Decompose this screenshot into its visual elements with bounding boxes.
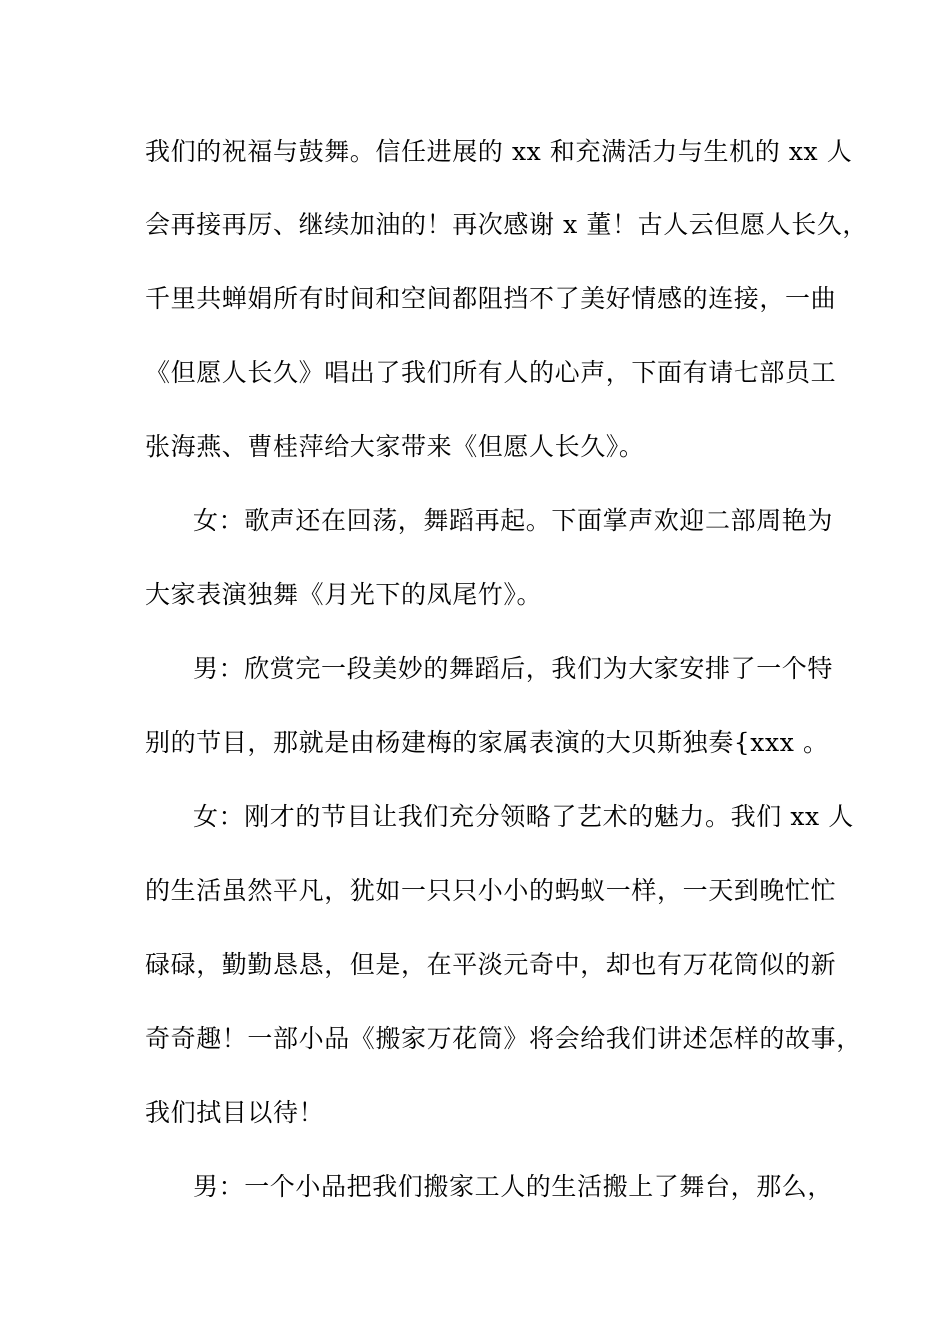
text-line: 会再接再厉、继续加油的！再次感谢 x 董！古人云但愿人长久， (145, 210, 868, 239)
text-line: 女：刚才的节目让我们充分领略了艺术的魅力。我们 xx 人 (193, 802, 854, 831)
text-line: 男：一个小品把我们搬家工人的生活搬上了舞台，那么， (193, 1172, 834, 1201)
text-line: 我们拭目以待！ (145, 1098, 325, 1127)
text-line: 大家表演独舞《月光下的凤尾竹》。 (145, 580, 543, 609)
text-line: 奇奇趣！一部小品《搬家万花筒》将会给我们讲述怎样的故事， (145, 1024, 862, 1053)
text-line: 女：歌声还在回荡，舞蹈再起。下面掌声欢迎二部周艳为 (193, 506, 834, 535)
text-line: 的生活虽然平凡，犹如一只只小小的蚂蚁一样，一天到晚忙忙 (145, 876, 837, 905)
text-line: 千里共蝉娟所有时间和空间都阻挡不了美好情感的连接，一曲 (145, 284, 837, 313)
text-line: 男：欣赏完一段美妙的舞蹈后，我们为大家安排了一个特 (193, 654, 834, 683)
text-line: 别的节目，那就是由杨建梅的家属表演的大贝斯独奏{xxx 。 (145, 728, 829, 757)
text-line: 我们的祝福与鼓舞。信任进展的 xx 和充满活力与生机的 xx 人 (145, 137, 853, 166)
text-line: 张海燕、曹桂萍给大家带来《但愿人长久》。 (145, 432, 645, 461)
text-line: 碌碌，勤勤恳恳，但是，在平淡元奇中，却也有万花筒似的新 (145, 950, 837, 979)
text-line: 《但愿人长久》唱出了我们所有人的心声，下面有请七部员工 (145, 358, 837, 387)
